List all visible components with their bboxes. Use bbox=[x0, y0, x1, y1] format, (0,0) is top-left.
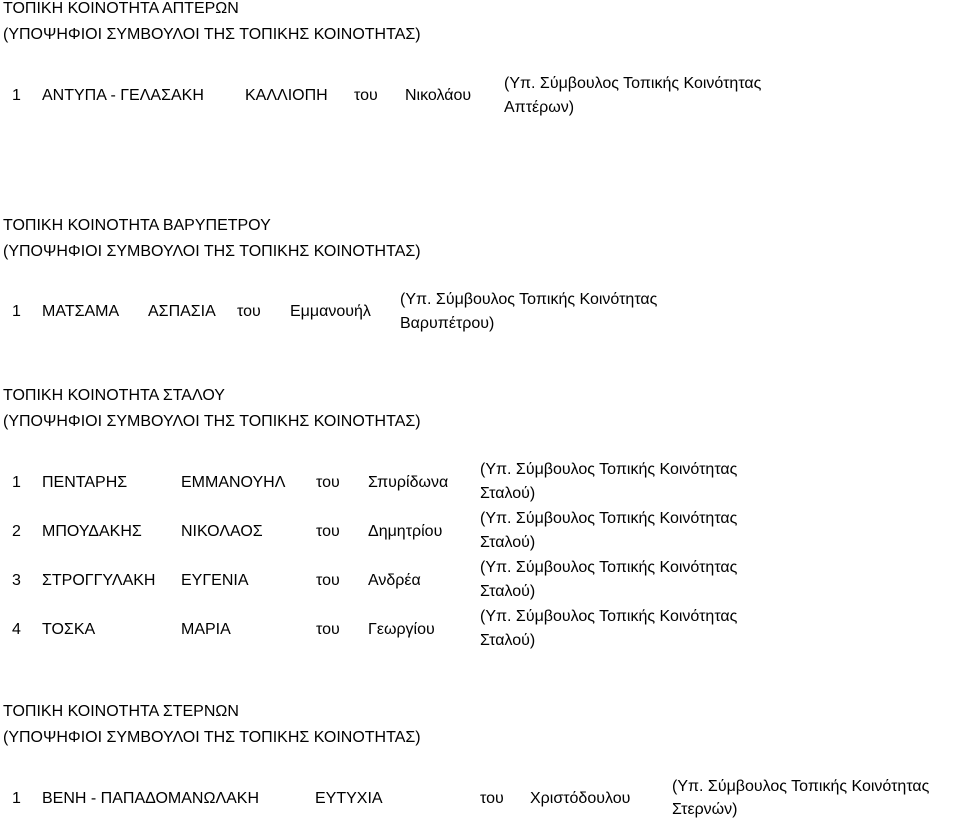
candidate-role-line1: (Υπ. Σύμβουλος Τοπικής Κοινότητας bbox=[480, 510, 738, 527]
candidate-role-line2: Σταλού) bbox=[480, 632, 536, 649]
candidate-role-line2: Σταλού) bbox=[480, 485, 536, 502]
section-heading: ΤΟΠΙΚΗ ΚΟΙΝΟΤΗΤΑ ΣΤΕΡΝΩΝ bbox=[3, 703, 239, 720]
section-subheading: (ΥΠΟΨΗΦΙΟΙ ΣΥΜΒΟΥΛΟΙ ΤΗΣ ΤΟΠΙΚΗΣ ΚΟΙΝΟΤΗΤΑΣ) bbox=[3, 243, 421, 260]
candidate-father-name: Σπυρίδωνα bbox=[368, 474, 449, 491]
candidate-name: ΜΑΡΙΑ bbox=[181, 621, 231, 638]
candidate-name: ΕΥΓΕΝΙΑ bbox=[181, 572, 249, 589]
candidate-role-line1: (Υπ. Σύμβουλος Τοπικής Κοινότητας bbox=[480, 559, 738, 576]
candidate-role-line2: Απτέρων) bbox=[504, 99, 575, 116]
section-subheading: (ΥΠΟΨΗΦΙΟΙ ΣΥΜΒΟΥΛΟΙ ΤΗΣ ΤΟΠΙΚΗΣ ΚΟΙΝΟΤΗΤΑΣ) bbox=[3, 729, 421, 746]
candidate-name: ΕΜΜΑΝΟΥΗΛ bbox=[181, 474, 286, 491]
candidate-surname: ΑΝΤΥΠΑ - ΓΕΛΑΣΑΚΗ bbox=[42, 87, 204, 104]
candidate-name: ΝΙΚΟΛΑΟΣ bbox=[181, 523, 263, 540]
candidate-father-name: Χριστόδουλου bbox=[530, 790, 631, 807]
candidate-role-line2: Στερνών) bbox=[672, 801, 738, 818]
section-subheading: (ΥΠΟΨΗΦΙΟΙ ΣΥΜΒΟΥΛΟΙ ΤΗΣ ΤΟΠΙΚΗΣ ΚΟΙΝΟΤΗΤΑΣ) bbox=[3, 413, 421, 430]
candidate-surname: ΣΤΡΟΓΓΥΛΑΚΗ bbox=[42, 572, 156, 589]
candidate-role-line2: Σταλού) bbox=[480, 583, 536, 600]
candidate-number: 1 bbox=[12, 474, 21, 491]
candidate-name: ΑΣΠΑΣΙΑ bbox=[148, 303, 216, 320]
candidate-father-name: Δημητρίου bbox=[368, 523, 443, 540]
candidate-number: 1 bbox=[12, 87, 21, 104]
candidate-role-line2: Βαρυπέτρου) bbox=[400, 315, 495, 332]
candidate-name: ΚΑΛΛΙΟΠΗ bbox=[245, 87, 328, 104]
candidate-number: 3 bbox=[12, 572, 21, 589]
candidate-name: ΕΥΤΥΧΙΑ bbox=[315, 790, 383, 807]
candidate-number: 1 bbox=[12, 790, 21, 807]
section-subheading: (ΥΠΟΨΗΦΙΟΙ ΣΥΜΒΟΥΛΟΙ ΤΗΣ ΤΟΠΙΚΗΣ ΚΟΙΝΟΤΗΤΑΣ) bbox=[3, 26, 421, 43]
candidate-father-name: Εμμανουήλ bbox=[290, 303, 371, 320]
candidate-surname: ΠΕΝΤΑΡΗΣ bbox=[42, 474, 128, 491]
section-heading: ΤΟΠΙΚΗ ΚΟΙΝΟΤΗΤΑ ΒΑΡΥΠΕΤΡΟΥ bbox=[3, 217, 271, 234]
candidate-father-name: Νικολάου bbox=[405, 87, 472, 104]
candidate-surname: ΜΑΤΣΑΜΑ bbox=[42, 303, 120, 320]
candidate-of: του bbox=[316, 523, 340, 540]
section-heading: ΤΟΠΙΚΗ ΚΟΙΝΟΤΗΤΑ ΣΤΑΛΟΥ bbox=[3, 387, 225, 404]
candidate-of: του bbox=[316, 621, 340, 638]
candidate-role-line1: (Υπ. Σύμβουλος Τοπικής Κοινότητας bbox=[672, 778, 930, 795]
candidate-of: του bbox=[480, 790, 504, 807]
candidate-role-line2: Σταλού) bbox=[480, 534, 536, 551]
candidate-father-name: Γεωργίου bbox=[368, 621, 435, 638]
candidate-role-line1: (Υπ. Σύμβουλος Τοπικής Κοινότητας bbox=[480, 461, 738, 478]
candidate-of: του bbox=[354, 87, 378, 104]
candidate-of: του bbox=[316, 572, 340, 589]
section-heading: ΤΟΠΙΚΗ ΚΟΙΝΟΤΗΤΑ ΑΠΤΕΡΩΝ bbox=[3, 0, 239, 17]
candidate-father-name: Ανδρέα bbox=[368, 572, 421, 589]
candidate-surname: ΒΕΝΗ - ΠΑΠΑΔΟΜΑΝΩΛΑΚΗ bbox=[42, 790, 260, 807]
candidate-number: 2 bbox=[12, 523, 21, 540]
candidate-role-line1: (Υπ. Σύμβουλος Τοπικής Κοινότητας bbox=[480, 608, 738, 625]
candidate-number: 4 bbox=[12, 621, 21, 638]
candidate-of: του bbox=[316, 474, 340, 491]
candidate-number: 1 bbox=[12, 303, 21, 320]
candidate-of: του bbox=[237, 303, 261, 320]
candidate-role-line1: (Υπ. Σύμβουλος Τοπικής Κοινότητας bbox=[504, 75, 762, 92]
candidate-surname: ΤΟΣΚΑ bbox=[42, 621, 96, 638]
candidate-role-line1: (Υπ. Σύμβουλος Τοπικής Κοινότητας bbox=[400, 291, 658, 308]
candidate-surname: ΜΠΟΥΔΑΚΗΣ bbox=[42, 523, 142, 540]
